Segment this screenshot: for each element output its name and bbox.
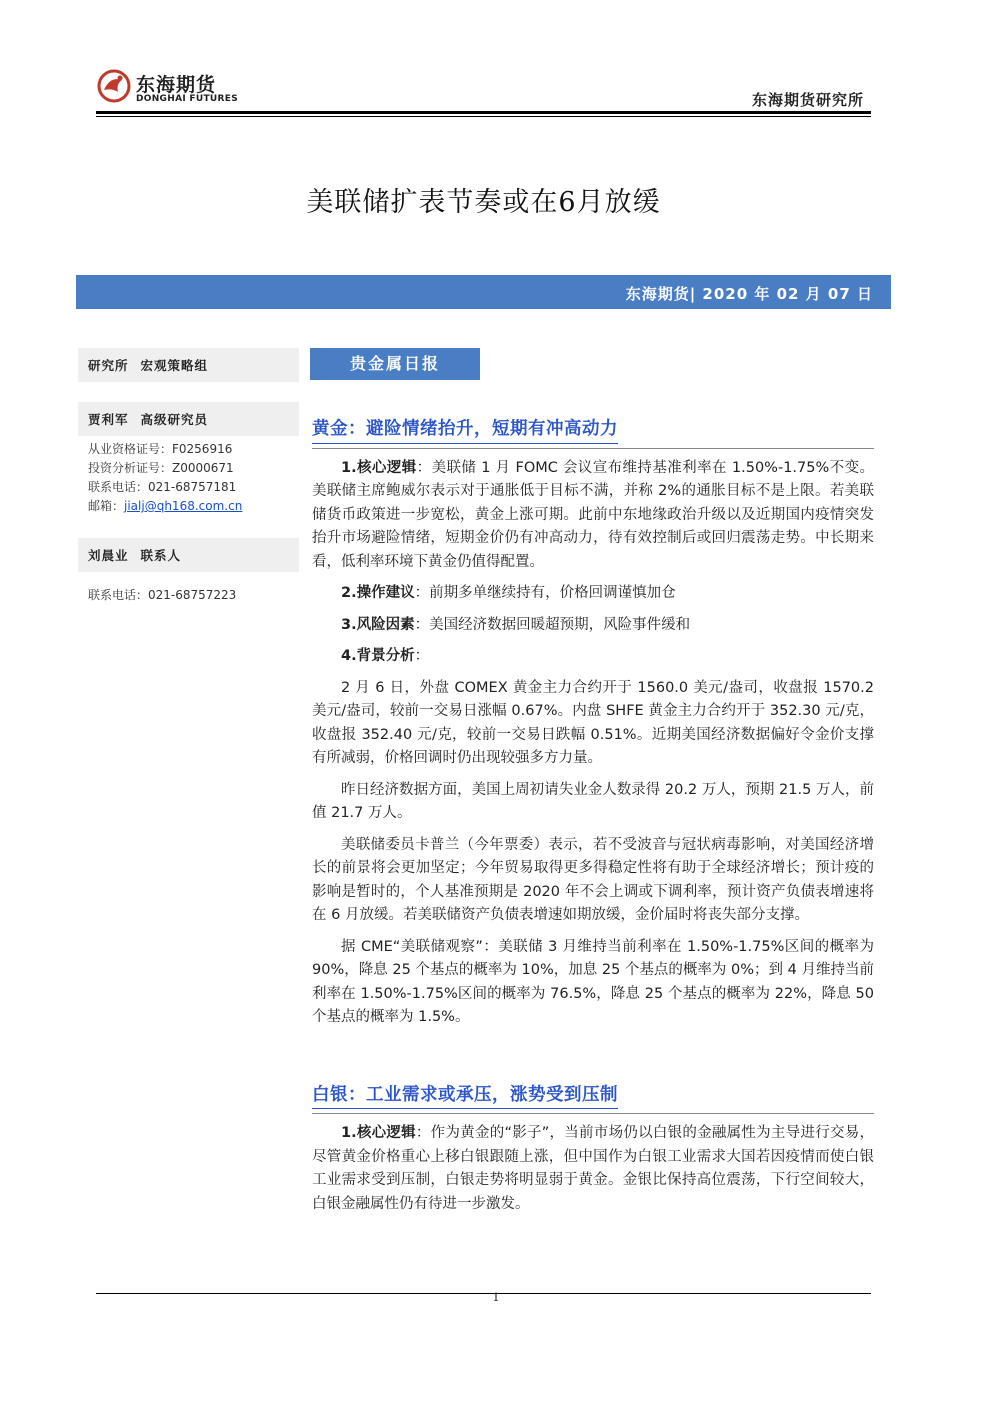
- analyst-phone: 联系电话：021-68757181: [88, 480, 237, 494]
- email-label: 邮箱：: [88, 499, 125, 513]
- gold-risk-factors: [312, 614, 874, 638]
- author-sidebar: [78, 348, 299, 609]
- gold-core-logic-label: 1.核心逻辑: [341, 459, 417, 476]
- gold-operation-text: ：前期多单继续持有，价格回调谨慎加仓: [414, 585, 676, 601]
- silver-heading-row: [312, 1084, 874, 1115]
- contact-row: [78, 538, 299, 572]
- institute-name: 东海期货研究所: [751, 91, 864, 109]
- investment-analysis-number: 投资分析证号：Z0000671: [88, 461, 234, 475]
- contact-phone: 联系电话：021-68757223: [88, 588, 237, 602]
- report-date: 东海期货| 2020 年 02 月 07 日: [625, 285, 873, 303]
- gold-background: [312, 645, 874, 669]
- analyst-title: 高级研究员: [140, 412, 209, 427]
- page-number: 1: [492, 1291, 500, 1304]
- company-logo: [96, 66, 236, 110]
- department-group: 宏观策略组: [140, 358, 209, 373]
- main-content: [312, 418, 874, 1224]
- gold-paragraph: 美联储委员卡普兰（今年票委）表示，若不受波音与冠状病毒影响，对美国经济增长的前景将会更加坚定；今年贸易取得更多得稳定性将有助于全球经济增长；预计疫的影响是暂时的，个人基准预期是 2020 年不会上调或下调利率，预计资产负债表增速将在 6 月放缓。若美联储资产负债表增速如期放缓，金价届时将丧失部分支撑。: [312, 836, 874, 923]
- gold-risk-label: 3.风险因素: [341, 616, 415, 633]
- header-divider: [96, 111, 871, 114]
- gold-core-logic: [312, 457, 874, 575]
- analyst-name: 贾利军: [88, 412, 129, 427]
- contact-name: 刘晨业: [88, 548, 129, 563]
- gold-section-heading[interactable]: 黄金：避险情绪抬升，短期有冲高动力: [312, 418, 618, 444]
- qualification-number: 从业资格证号：F0256916: [88, 442, 233, 456]
- gold-background-colon: ：: [414, 648, 430, 664]
- department-label: 研究所: [88, 358, 129, 373]
- contact-title: 联系人: [140, 548, 182, 563]
- gold-operation-label: 2.操作建议: [341, 585, 415, 601]
- report-title: 美联储扩表节奏或在6月放缓: [306, 187, 661, 218]
- date-banner: [76, 275, 891, 309]
- gold-risk-text: ：美国经济数据回暖超预期，风险事件缓和: [414, 616, 691, 633]
- analyst-details: [78, 436, 299, 520]
- logo-chinese-text: 东海期货: [136, 74, 217, 96]
- logo-english-text: DONGHAI FUTURES: [136, 94, 238, 104]
- gold-background-label: 4.背景分析: [341, 648, 415, 664]
- email-link[interactable]: jialj@qh168.com.cn: [124, 499, 243, 513]
- email-row: [88, 497, 289, 516]
- silver-section-heading[interactable]: 白银：工业需求或承压，涨势受到压制: [312, 1084, 618, 1110]
- silver-core-logic-label: 1.核心逻辑: [341, 1125, 416, 1141]
- gold-heading-row: [312, 418, 874, 449]
- silver-core-logic-text: ：作为黄金的“影子”，当前市场仍以白银的金融属性为主导进行交易，尽管黄金价格重心上移白银跟随上涨，但中国作为白银工业需求大国若因疫情而使白银工业需求受到压制，白银走势将明显弱于黄金。金银比保持高位震荡，下行空间较大，白银金融属性仍有待进一步激发。: [312, 1125, 874, 1212]
- analyst-row: [78, 402, 299, 436]
- logo-swirl-icon: [96, 68, 132, 104]
- report-type-tag: 贵金属日报: [310, 348, 480, 380]
- silver-core-logic: [312, 1122, 874, 1216]
- gold-paragraph: 2 月 6 日，外盘 COMEX 黄金主力合约开于 1560.0 美元/盎司，收盘报 1570.2 美元/盎司，较前一交易日涨幅 0.67%。内盘 SHFE 黄金主力合约开于 352.30 元/克，收盘报 352.40 元/克，较前一交易日跌幅 0.51%。近期美国经济数据偏好令金价支撑有所减弱，价格回调时仍出现较强多方力量。: [312, 679, 874, 766]
- gold-paragraph: 据 CME“美联储观察”：美联储 3 月维持当前利率在 1.50%-1.75%区间的概率为 90%，降息 25 个基点的概率为 10%，加息 25 个基点的概率为 0%；到 4 月维持当前利率在 1.50%-1.75%区间的概率为 76.5%，降息 25 个基点的概率为 22%，降息 50 个基点的概率为 1.5%。: [312, 938, 874, 1025]
- contact-details: [78, 572, 299, 609]
- gold-core-logic-text: ：美联储 1 月 FOMC 会议宣布维持基准利率在 1.50%-1.75%不变。美联储主席鲍威尔表示对于通胀低于目标不满，并称 2%的通胀目标不是上限。若美联储货币政策进一步宽松，黄金上涨可期。此前中东地缘政治升级以及近期国内疫情突发抬升市场避险情绪，短期金价仍有冲高动力，待有效控制后或回归震荡走势。中长期来看，低利率环境下黄金仍值得配置。: [312, 459, 874, 570]
- header-divider-thin: [96, 116, 871, 117]
- gold-paragraph: 昨日经济数据方面，美国上周初请失业金人数录得 20.2 万人，预期 21.5 万人，前值 21.7 万人。: [312, 781, 874, 821]
- gold-operation-advice: [312, 582, 874, 606]
- department-row: [78, 348, 299, 382]
